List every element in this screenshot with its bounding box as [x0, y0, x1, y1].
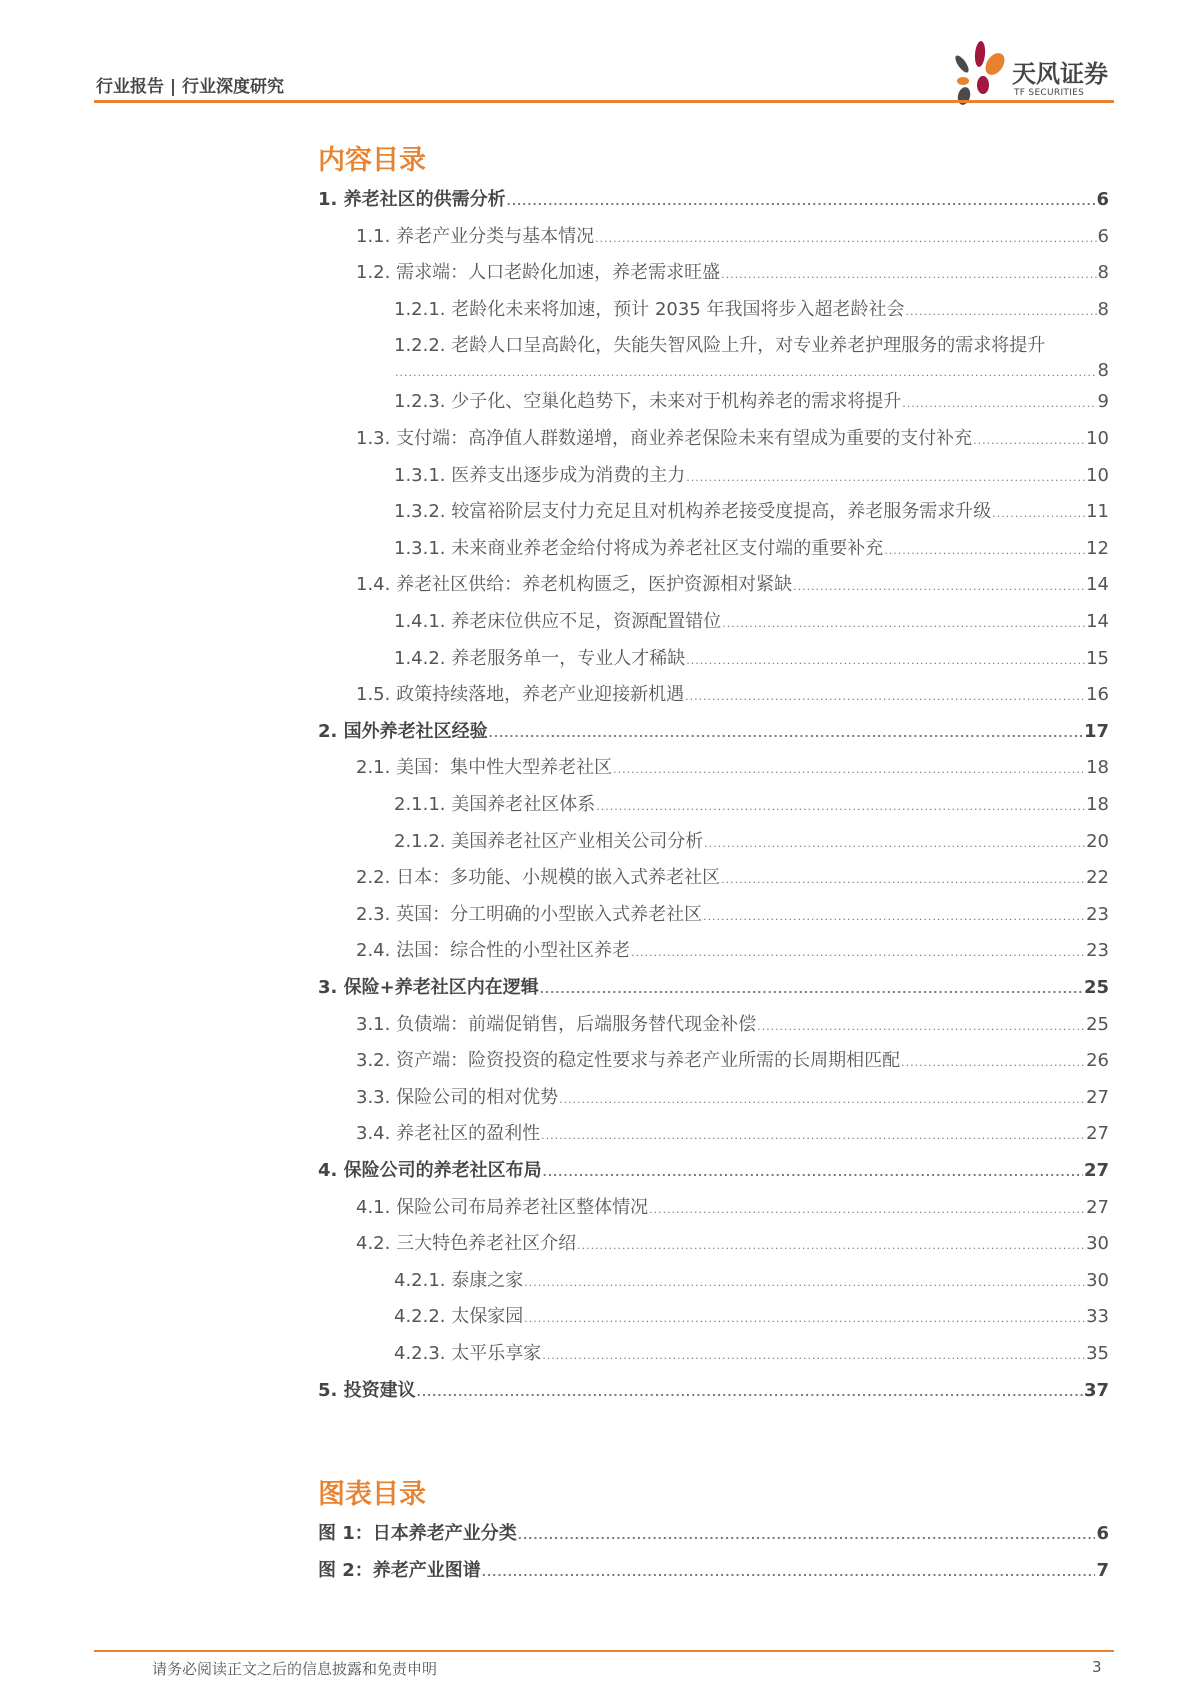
toc-entry-label: 4.2.1. 泰康之家	[394, 1269, 524, 1291]
toc-entry[interactable]	[394, 534, 1109, 564]
toc-entry-page: 33	[1086, 1306, 1109, 1328]
toc-entry-label: 2.1.2. 美国养老社区产业相关公司分析	[394, 830, 704, 852]
toc-entry-label: 4. 保险公司的养老社区布局	[318, 1160, 542, 1181]
dot-leader	[649, 1195, 1085, 1225]
dot-leader	[685, 682, 1085, 712]
dot-leader	[543, 1158, 1083, 1188]
dot-leader	[704, 829, 1085, 859]
toc-entry-label: 1.3.1. 医养支出逐步成为消费的主力	[394, 464, 686, 486]
toc-entry-label: 3.2. 资产端：险资投资的稳定性要求与养老产业所需的长周期相匹配	[356, 1050, 901, 1072]
dot-leader	[906, 297, 1097, 327]
toc-entry-page: 18	[1086, 757, 1109, 779]
toc-entry[interactable]	[394, 1339, 1109, 1369]
toc-entry[interactable]	[318, 185, 1109, 215]
report-category: 行业报告 | 行业深度研究	[96, 77, 285, 97]
toc-entry-page: 27	[1086, 1196, 1109, 1218]
tf-securities-logo	[950, 40, 1120, 106]
toc-entry[interactable]	[356, 1046, 1109, 1076]
toc-entry[interactable]	[356, 1119, 1109, 1149]
dot-leader	[541, 1121, 1085, 1151]
toc-entry[interactable]	[318, 717, 1109, 747]
toc-entry-label: 4.2.2. 太保家园	[394, 1306, 524, 1328]
toc-entry-page: 8	[1097, 298, 1109, 320]
toc-entry[interactable]	[356, 1193, 1109, 1223]
toc-entry[interactable]	[318, 1556, 1109, 1586]
toc-entry-label: 3.3. 保险公司的相对优势	[356, 1086, 559, 1108]
dot-leader	[613, 755, 1085, 785]
toc-entry[interactable]	[394, 607, 1109, 637]
toc-entry-page: 30	[1086, 1269, 1109, 1291]
toc-entry-label: 1.4. 养老社区供给：养老机构匮乏，医护资源相对紧缺	[356, 574, 793, 596]
toc-entry-label: 1.5. 政策持续落地，养老产业迎接新机遇	[356, 684, 685, 706]
toc-entry-page: 10	[1086, 464, 1109, 486]
toc-entry-label: 2.3. 英国：分工明确的小型嵌入式养老社区	[356, 903, 703, 925]
dot-leader	[542, 1341, 1085, 1371]
dot-leader	[507, 187, 1096, 217]
toc-entry[interactable]	[394, 1266, 1109, 1296]
toc-entry-label: 1.3. 支付端：高净值人群数递增，商业养老保险未来有望成为重要的支付补充	[356, 428, 973, 449]
toc-entry[interactable]	[356, 1229, 1109, 1259]
toc-entry-page: 11	[1086, 501, 1109, 523]
dot-leader	[901, 1048, 1085, 1078]
dot-leader	[686, 463, 1085, 493]
toc-entry[interactable]	[394, 644, 1109, 674]
toc-entry-label: 1.2.1. 老龄化未来将加速，预计 2035 年我国将步入超老龄社会	[394, 298, 905, 320]
toc-entry[interactable]	[356, 1010, 1109, 1040]
toc-entry[interactable]	[356, 936, 1109, 966]
dot-leader	[417, 1378, 1083, 1408]
toc-entry-label: 1.2. 需求端：人口老龄化加速，养老需求旺盛	[356, 262, 721, 284]
toc-entry-page: 25	[1086, 1013, 1109, 1035]
toc-entry[interactable]	[356, 753, 1109, 783]
dot-leader	[559, 1085, 1085, 1115]
toc-entry[interactable]	[356, 222, 1109, 252]
figures-title: 图表目录	[318, 1479, 426, 1510]
toc-entry[interactable]	[356, 570, 1109, 600]
toc-entry[interactable]	[356, 258, 1109, 288]
toc-entry[interactable]	[394, 497, 1109, 527]
toc-entry-page: 30	[1086, 1233, 1109, 1255]
toc-entry-label: 3. 保险+养老社区内在逻辑	[318, 977, 539, 998]
toc-entry-page: 35	[1086, 1343, 1109, 1364]
toc-entry-page: 37	[1083, 1379, 1109, 1401]
toc-entry[interactable]	[356, 424, 1109, 454]
toc-entry[interactable]	[394, 461, 1109, 491]
toc-title: 内容目录	[318, 145, 426, 176]
toc-entry-page: 12	[1086, 537, 1109, 559]
toc-entry[interactable]	[318, 1156, 1109, 1186]
toc-entry-label: 图 2：养老产业图谱	[318, 1559, 481, 1581]
toc-entry-page: 14	[1086, 574, 1109, 596]
dot-leader	[793, 572, 1085, 602]
dot-leader	[596, 792, 1085, 822]
logo-name-en: TF SECURITIES	[1014, 88, 1085, 98]
toc-entry[interactable]	[394, 1302, 1109, 1332]
logo-flower-icon	[950, 40, 1010, 106]
toc-entry[interactable]	[356, 900, 1109, 930]
toc-entry-label: 4.1. 保险公司布局养老社区整体情况	[356, 1196, 649, 1218]
dot-leader	[631, 938, 1085, 968]
toc-entry-label: 1. 养老社区的供需分析	[318, 189, 506, 210]
toc-entry-page: 16	[1086, 684, 1109, 706]
toc-entry-label: 图 1：日本养老产业分类	[318, 1523, 517, 1544]
toc-entry-label: 3.1. 负债端：前端促销售，后端服务替代现金补偿	[356, 1013, 757, 1035]
dot-leader	[524, 1304, 1085, 1334]
toc-entry[interactable]	[318, 1376, 1109, 1406]
toc-entry-label: 2.2. 日本：多功能、小规模的嵌入式养老社区	[356, 867, 721, 889]
dot-leader	[524, 1268, 1085, 1298]
toc-entry[interactable]	[394, 387, 1109, 417]
dot-leader	[395, 358, 1097, 388]
toc-entry-page: 23	[1086, 903, 1109, 925]
toc-entry-label: 1.4.2. 养老服务单一，专业人才稀缺	[394, 647, 686, 669]
toc-entry[interactable]	[356, 680, 1109, 710]
toc-entry-page: 22	[1086, 867, 1109, 889]
toc-entry[interactable]	[394, 356, 1109, 386]
toc-entry[interactable]	[318, 1519, 1109, 1549]
toc-entry-page: 10	[1086, 428, 1109, 449]
toc-entry-label: 2.4. 法国：综合性的小型社区养老	[356, 940, 631, 962]
dot-leader	[722, 609, 1085, 639]
toc-entry-label: 2.1.1. 美国养老社区体系	[394, 794, 596, 815]
toc-entry-label: 1.1. 养老产业分类与基本情况	[356, 225, 595, 247]
toc-entry-page: 7	[1096, 1559, 1109, 1581]
dot-leader	[973, 426, 1085, 456]
dot-leader	[721, 260, 1096, 290]
toc-entry-label: 1.2.3. 少子化、空巢化趋势下，未来对于机构养老的需求将提升	[394, 391, 902, 413]
toc-entry-page: 6	[1097, 225, 1109, 247]
toc-entry-label: 1.3.1. 未来商业养老金给付将成为养老社区支付端的重要补充	[394, 537, 884, 559]
toc-entry-label: 1.2.2. 老龄人口呈高龄化，失能失智风险上升，对专业养老护理服务的需求将提升	[394, 335, 1046, 357]
header-rule	[94, 100, 1114, 103]
toc-entry-label: 3.4. 养老社区的盈利性	[356, 1123, 541, 1145]
toc-entry-page: 17	[1083, 720, 1109, 742]
dot-leader	[703, 902, 1085, 932]
toc-entry-page: 15	[1086, 647, 1109, 669]
toc-entry-label: 1.3.2. 较富裕阶层支付力充足且对机构养老接受度提高，养老服务需求升级	[394, 501, 992, 523]
toc-entry[interactable]	[394, 827, 1109, 857]
toc-entry[interactable]	[356, 1083, 1109, 1113]
toc-entry-page: 8	[1097, 360, 1109, 382]
dot-leader	[482, 1558, 1096, 1588]
logo-name-cn: 天风证券	[1012, 60, 1108, 88]
dot-leader	[992, 499, 1085, 529]
toc-entry-page: 18	[1086, 794, 1109, 815]
toc-entry-page: 8	[1097, 262, 1109, 284]
dot-leader	[489, 719, 1083, 749]
toc-entry-page: 27	[1086, 1086, 1109, 1108]
toc-entry-page: 20	[1086, 830, 1109, 852]
toc-entry-page: 27	[1083, 1160, 1109, 1181]
footer-disclaimer: 请务必阅读正文之后的信息披露和免责申明	[152, 1660, 438, 1678]
toc-entry[interactable]	[318, 973, 1109, 1003]
dot-leader	[884, 536, 1085, 566]
toc-entry-label: 4.2.3. 太平乐享家	[394, 1343, 542, 1364]
page-number: 3	[1092, 1658, 1102, 1676]
dot-leader	[577, 1231, 1085, 1261]
toc-entry-page: 9	[1097, 391, 1109, 413]
toc-entry-page: 27	[1086, 1123, 1109, 1145]
dot-leader	[902, 389, 1096, 419]
toc-entry-page: 25	[1083, 977, 1109, 998]
toc-entry-label: 5. 投资建议	[318, 1379, 416, 1401]
dot-leader	[757, 1012, 1085, 1042]
toc-entry-page: 6	[1096, 189, 1109, 210]
dot-leader	[518, 1521, 1096, 1551]
toc-entry-page: 26	[1086, 1050, 1109, 1072]
dot-leader	[721, 865, 1085, 895]
toc-entry-label: 4.2. 三大特色养老社区介绍	[356, 1233, 577, 1255]
toc-entry-label: 2. 国外养老社区经验	[318, 720, 488, 742]
toc-entry[interactable]	[394, 790, 1109, 820]
toc-entry-label: 1.4.1. 养老床位供应不足，资源配置错位	[394, 611, 722, 632]
toc-entry-label: 2.1. 美国：集中性大型养老社区	[356, 757, 613, 779]
footer-rule	[94, 1650, 1114, 1652]
dot-leader	[540, 975, 1083, 1005]
toc-entry-page: 14	[1086, 611, 1109, 632]
toc-entry-page: 23	[1086, 940, 1109, 962]
toc-entry[interactable]	[394, 295, 1109, 325]
dot-leader	[595, 224, 1096, 254]
toc-entry[interactable]	[356, 863, 1109, 893]
toc-entry-page: 6	[1096, 1523, 1109, 1544]
dot-leader	[686, 646, 1085, 676]
